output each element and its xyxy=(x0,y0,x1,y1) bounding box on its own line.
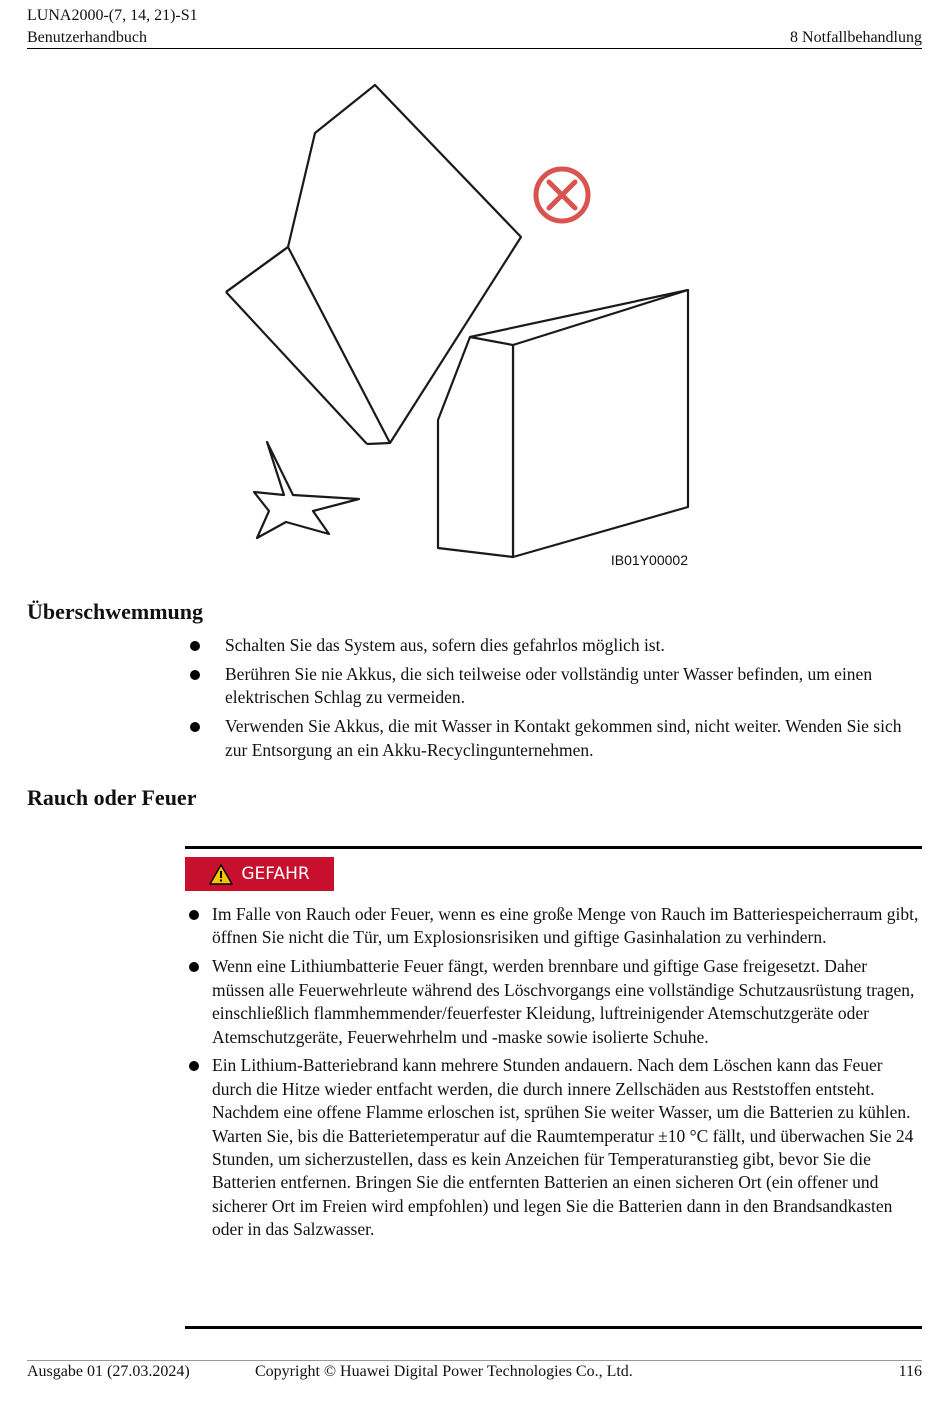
warning-triangle-icon xyxy=(209,864,233,885)
flood-heading: Überschwemmung xyxy=(27,599,203,624)
danger-top-rule xyxy=(185,846,922,849)
header-rule xyxy=(27,48,922,49)
header-manual: Benutzerhandbuch xyxy=(27,29,147,46)
danger-label: GEFAHR xyxy=(241,864,310,884)
bullet-icon xyxy=(190,670,200,680)
list-item xyxy=(185,903,922,950)
bullet-icon xyxy=(189,962,199,972)
danger-badge xyxy=(185,857,334,891)
footer-copyright: Copyright © Huawei Digital Power Technologies Co., Ltd. xyxy=(255,1363,633,1380)
bullet-icon xyxy=(189,1061,199,1071)
footer-edition: Ausgabe 01 (27.03.2024) xyxy=(27,1363,190,1380)
battery-drop-illustration xyxy=(200,70,720,580)
list-item xyxy=(185,634,922,657)
list-item-text: Verwenden Sie Akkus, die mit Wasser in Kontakt gekommen sind, nicht weiter. Wenden Sie sich zur Entsorgung an ein Akku-Recyclingunternehmen. xyxy=(225,716,902,760)
list-item xyxy=(185,1054,922,1241)
standing-battery-shape xyxy=(438,290,688,557)
danger-bottom-rule xyxy=(185,1326,922,1329)
footer-rule xyxy=(27,1360,922,1361)
header-chapter: 8 Notfallbehandlung xyxy=(790,29,922,46)
bullet-icon xyxy=(190,641,200,651)
list-item-text: Berühren Sie nie Akkus, die sich teilweise oder vollständig unter Wasser befinden, um einen elektrischen Schlag zu vermeiden. xyxy=(225,663,873,708)
list-item-text: Wenn eine Lithiumbatterie Feuer fängt, werden brennbare und giftige Gase freigesetzt. Daher müssen alle Feuerwehrleute während des Löschvorgangs eine vollständige Schutzausrüstung tragen, einschließlich flammhemmender/feuerfester Kleidung, luftreinigender Atemschutzgeräte oder Atemschutzgeräte, Feuerwehrhelm und -maske sowie isolierte Schuhe. xyxy=(212,956,915,1047)
bullet-icon xyxy=(190,722,200,732)
list-item xyxy=(185,663,922,710)
list-item xyxy=(185,955,922,1049)
footer-page-number: 116 xyxy=(898,1363,922,1380)
prohibited-icon xyxy=(536,169,588,221)
danger-list xyxy=(185,903,922,1247)
flood-list xyxy=(185,634,922,768)
fire-heading: Rauch oder Feuer xyxy=(27,785,197,810)
list-item-text: Ein Lithium-Batteriebrand kann mehrere Stunden andauern. Nach dem Löschen kann das Feuer durch die Hitze wieder entfacht werden, die durch innere Zellschäden aus Reststoffen entsteht. Nachdem eine offene Flamme erloschen ist, sprühen Sie weiter Wasser, um die Batterien zu kühlen. Warten Sie, bis die Batterietemperatur auf die Raumtemperatur ±10 °C fällt, und überwachen Sie 24 Stunden, um sicherzustellen, dass es kein Anzeichen für Temperaturanstieg gibt, bevor Sie die Batterien entfernen. Bringen Sie die entfernten Batterien an einen sicheren Ort (ein offener und sicherer Ort im Freien wird empfohlen) und legen Sie die Batterien dann in den Brandsandkasten oder in das Salzwasser. xyxy=(212,1055,914,1240)
impact-star-shape xyxy=(254,442,359,538)
header-product: LUNA2000-(7, 14, 21)-S1 xyxy=(27,7,198,24)
list-item-text: Im Falle von Rauch oder Feuer, wenn es eine große Menge von Rauch im Batteriespeicherraum gibt, öffnen Sie nicht die Tür, um Explosionsrisiken und giftige Gasinhalation zu verhindern. xyxy=(212,904,919,948)
bullet-icon xyxy=(189,910,199,920)
figure-code: IB01Y00002 xyxy=(610,552,688,568)
list-item-text: Schalten Sie das System aus, sofern dies gefahrlos möglich ist. xyxy=(225,635,665,655)
list-item xyxy=(185,715,922,762)
